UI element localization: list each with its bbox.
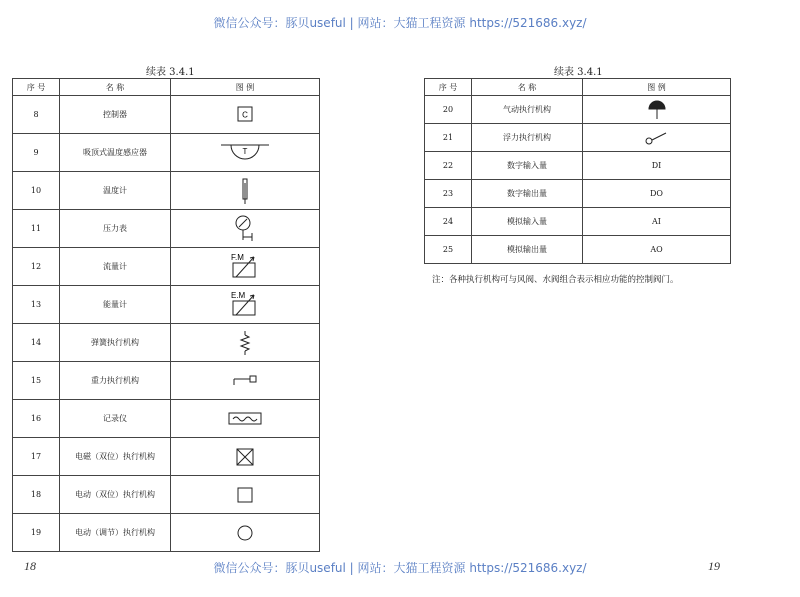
energy-meter-symbol-text: E.M <box>231 290 246 300</box>
row-symbol <box>171 476 320 514</box>
table-caption-left: 续表 3.4.1 <box>146 67 195 78</box>
controller-symbol-icon <box>230 102 260 128</box>
row-name: 气动执行机构 <box>472 96 583 124</box>
watermark-bottom: 微信公众号：豚贝useful | 网站：大猫工程资源 https://521686.xyz/ <box>213 561 587 575</box>
table-row <box>13 514 320 552</box>
row-no: 23 <box>425 180 472 208</box>
table-row <box>13 438 320 476</box>
row-name: 电动（调节）执行机构 <box>60 514 171 552</box>
row-no: 24 <box>425 208 472 236</box>
row-name: 浮力执行机构 <box>472 124 583 152</box>
row-no: 9 <box>13 134 60 172</box>
row-no: 8 <box>13 96 60 134</box>
table-note: 注：各种执行机构可与风阀、水阀组合表示相应功能的控制阀门。 <box>432 275 679 285</box>
header-legend: 图 例 <box>583 79 731 96</box>
flow-meter-symbol-icon <box>227 251 263 283</box>
row-symbol <box>171 438 320 476</box>
row-symbol <box>171 286 320 324</box>
row-no: 19 <box>13 514 60 552</box>
row-symbol-label: DI <box>583 152 731 180</box>
row-name: 记录仪 <box>60 400 171 438</box>
row-symbol <box>171 400 320 438</box>
row-symbol <box>171 514 320 552</box>
table-row <box>425 236 731 264</box>
thermometer-symbol-icon <box>235 176 255 206</box>
energy-meter-symbol-icon <box>227 289 263 321</box>
row-symbol <box>171 134 320 172</box>
recorder-symbol-icon <box>225 409 265 429</box>
row-name: 压力表 <box>60 210 171 248</box>
row-no: 10 <box>13 172 60 210</box>
header-name: 名 称 <box>472 79 583 96</box>
row-name: 数字输入量 <box>472 152 583 180</box>
row-no: 22 <box>425 152 472 180</box>
row-name: 流量计 <box>60 248 171 286</box>
ceiling-sensor-symbol-icon <box>215 140 275 166</box>
row-symbol <box>171 362 320 400</box>
row-no: 20 <box>425 96 472 124</box>
header-no: 序 号 <box>13 79 60 96</box>
row-no: 25 <box>425 236 472 264</box>
gravity-actuator-symbol-icon <box>230 371 260 391</box>
row-name: 控制器 <box>60 96 171 134</box>
row-symbol <box>171 248 320 286</box>
row-symbol <box>171 96 320 134</box>
row-no: 14 <box>13 324 60 362</box>
row-symbol-label: AO <box>583 236 731 264</box>
flow-meter-symbol-text: F.M <box>231 252 244 262</box>
electric-two-position-actuator-symbol-icon <box>233 484 257 506</box>
table-caption-right: 续表 3.4.1 <box>554 67 603 78</box>
table-row <box>13 324 320 362</box>
row-no: 12 <box>13 248 60 286</box>
pneumatic-actuator-symbol-icon <box>645 99 669 121</box>
header-legend: 图 例 <box>171 79 320 96</box>
row-symbol <box>583 124 731 152</box>
electric-modulating-actuator-symbol-icon <box>233 522 257 544</box>
controller-symbol-text: C <box>242 110 248 119</box>
row-name: 电磁（双位）执行机构 <box>60 438 171 476</box>
solenoid-actuator-symbol-icon <box>233 446 257 468</box>
header-no: 序 号 <box>425 79 472 96</box>
row-symbol-label: DO <box>583 180 731 208</box>
row-name: 温度计 <box>60 172 171 210</box>
table-row <box>13 210 320 248</box>
row-no: 11 <box>13 210 60 248</box>
table-row <box>13 248 320 286</box>
table-header-row <box>425 79 731 96</box>
row-name: 能量计 <box>60 286 171 324</box>
table-row <box>13 96 320 134</box>
table-row <box>425 208 731 236</box>
row-symbol <box>171 324 320 362</box>
table-row <box>425 180 731 208</box>
table-row <box>13 476 320 514</box>
table-row <box>425 124 731 152</box>
row-no: 13 <box>13 286 60 324</box>
row-name: 重力执行机构 <box>60 362 171 400</box>
table-row <box>13 362 320 400</box>
row-no: 16 <box>13 400 60 438</box>
row-no: 18 <box>13 476 60 514</box>
table-row <box>13 134 320 172</box>
header-name: 名 称 <box>60 79 171 96</box>
row-no: 15 <box>13 362 60 400</box>
row-name: 模拟输出量 <box>472 236 583 264</box>
row-name: 弹簧执行机构 <box>60 324 171 362</box>
row-no: 21 <box>425 124 472 152</box>
table-row <box>13 286 320 324</box>
table-row <box>425 96 731 124</box>
watermark-top: 微信公众号：豚贝useful | 网站：大猫工程资源 https://521686.xyz/ <box>213 16 587 30</box>
symbol-table-left <box>12 78 320 552</box>
row-symbol <box>171 210 320 248</box>
float-actuator-symbol-icon <box>642 128 672 148</box>
ceiling-sensor-symbol-text: T <box>242 146 248 156</box>
row-name: 吸顶式温度感应器 <box>60 134 171 172</box>
table-row <box>13 400 320 438</box>
row-name: 模拟输入量 <box>472 208 583 236</box>
row-name: 电动（双位）执行机构 <box>60 476 171 514</box>
row-no: 17 <box>13 438 60 476</box>
table-row <box>13 172 320 210</box>
page-number-left: 18 <box>24 559 36 573</box>
page-number-right: 19 <box>708 559 720 573</box>
table-row <box>425 152 731 180</box>
spring-actuator-symbol-icon <box>235 329 255 357</box>
symbol-table-right <box>424 78 731 264</box>
row-symbol-label: AI <box>583 208 731 236</box>
row-symbol <box>583 96 731 124</box>
table-header-row <box>13 79 320 96</box>
row-name: 数字输出量 <box>472 180 583 208</box>
row-symbol <box>171 172 320 210</box>
pressure-gauge-symbol-icon <box>230 213 260 245</box>
